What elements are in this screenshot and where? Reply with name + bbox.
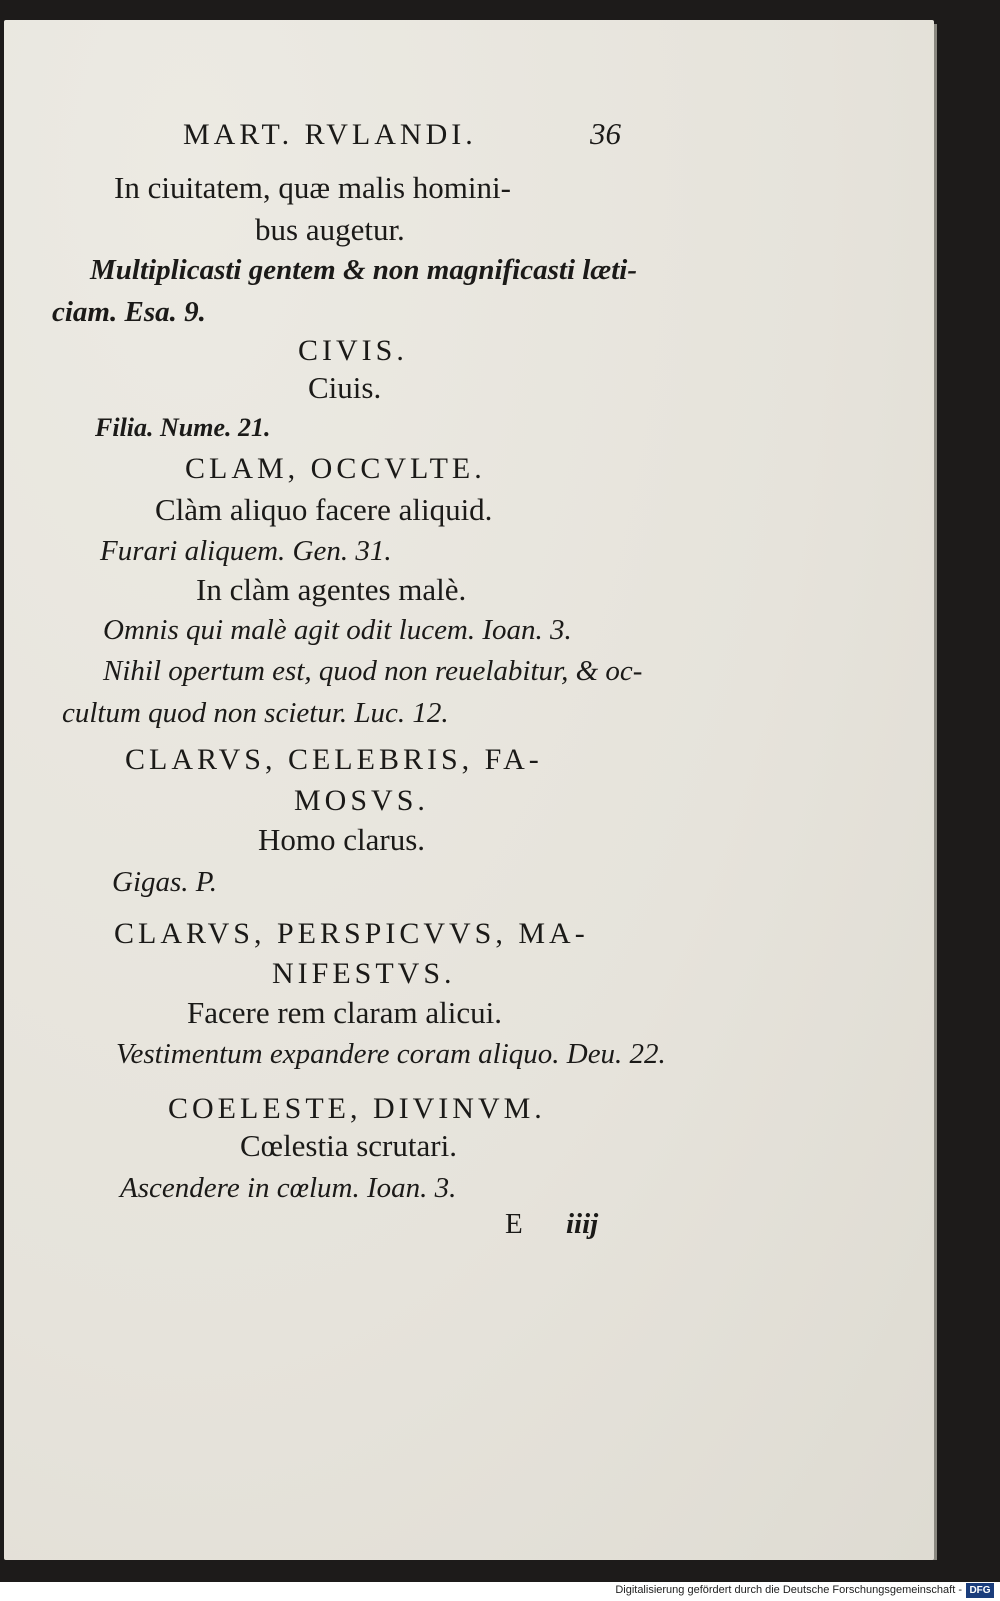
text-line: Facere rem claram alicui. (187, 995, 502, 1030)
text-line: Gigas. P. (112, 866, 218, 898)
section-heading: CLAM, OCCVLTE. (185, 452, 486, 485)
text-line: Omnis qui malè agit odit lucem. Ioan. 3. (103, 614, 572, 646)
text-line: Multiplicasti gentem & non magnificasti læti- (90, 254, 638, 286)
section-heading: CIVIS. (298, 334, 408, 367)
text-line: In clàm agentes malè. (196, 572, 467, 607)
book-page (4, 20, 934, 1560)
text-line: Nihil opertum est, quod non reuelabitur, & oc- (103, 655, 643, 687)
funding-credit: Digitalisierung gefördert durch die Deutsche Forschungsgemeinschaft - (615, 1584, 962, 1596)
text-line: Filia. Nume. 21. (95, 413, 271, 442)
section-heading: MOSVS. (294, 784, 429, 817)
signature-mark: E (505, 1208, 523, 1240)
section-heading: COELESTE, DIVINVM. (168, 1092, 546, 1125)
text-line: Clàm aliquo facere aliquid. (155, 492, 493, 527)
text-line: Ciuis. (308, 370, 382, 405)
text-line: In ciuitatem, quæ malis homini- (114, 170, 511, 205)
text-line: Ascendere in cœlum. Ioan. 3. (120, 1172, 457, 1204)
text-line: Furari aliquem. Gen. 31. (100, 535, 392, 567)
text-line: Homo clarus. (258, 822, 426, 857)
text-line: ciam. Esa. 9. (52, 296, 206, 328)
page-number: 36 (590, 116, 621, 151)
running-head: MART. RVLANDI. (183, 118, 477, 151)
section-heading: NIFESTVS. (272, 957, 456, 990)
text-line: bus augetur. (255, 212, 405, 247)
text-line: Vestimentum expandere coram aliquo. Deu. 22. (116, 1038, 666, 1070)
text-line: Cœlestia scrutari. (240, 1128, 457, 1163)
signature-leaf: iiij (566, 1208, 599, 1240)
section-heading: CLARVS, CELEBRIS, FA- (125, 743, 543, 776)
section-heading: CLARVS, PERSPICVVS, MA- (114, 917, 589, 950)
text-line: cultum quod non scietur. Luc. 12. (62, 697, 449, 729)
dfg-logo: DFG (966, 1583, 994, 1598)
